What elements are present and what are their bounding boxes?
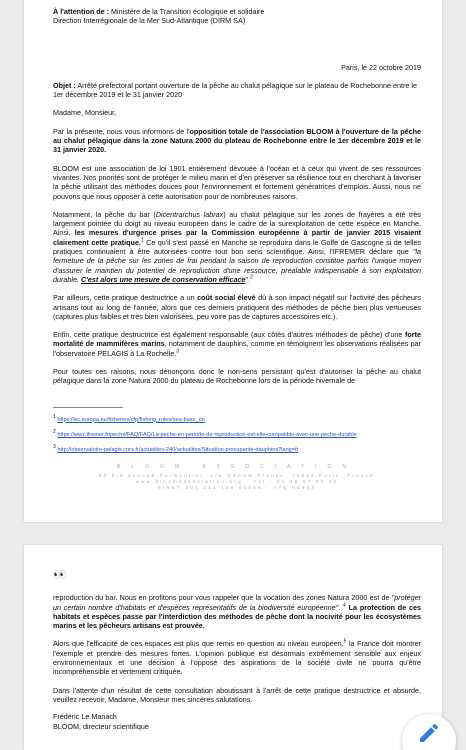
signature-block	[53, 712, 421, 731]
footnote-divider	[53, 407, 123, 408]
eyes-icon: 👀	[53, 569, 67, 581]
paragraph-france-example: Alors que l'efficacité de ces espaces est plus que remis en question au niveau européen,$^5$ la France doit montrer l'exemple et prendre des mesures fortes. L'opinion publique est désormais extrêmement sensible aux enjeux environnementaux et une décision à l'opposé des aspirations de la société civile ne pourra qu'être incompréhensible et vertement critiquée.	[53, 639, 421, 677]
letterhead-footer	[53, 464, 421, 492]
paragraph-marine-mammals: Enfin, cette pratique destructrice est également responsable (aux côtés d'autres méthodes de pêche) d'une forte mortalité de mammifères marins, notamment de dauphins, comme en témoignent les observations réalisées par l'observatoire PELAGIS à La Rochelle.$^3$	[53, 330, 421, 358]
footnote-link-3[interactable]: http://observatoire-pelagis.cnrs.fr/actualites-240/actualites/Situation-procupante-dauphins?lang=fr	[57, 447, 299, 454]
footer-address: 62 bis avenue Parmentier, c/o OXFAM France, 75011 Paris, France	[99, 472, 375, 478]
letter-subject: Objet : Arrêté préfectoral portant ouverture de la pêche au chalut pélagique sur le plateau de Rochebonne entre le 1er décembre 2019 et le 31 janvier 2020	[53, 80, 418, 100]
footnote-ref-1[interactable]: 1	[140, 237, 144, 244]
recipient-line-2: Direction Interrégionale de la Mer Sud-Atlantique (DIRM SA)	[53, 16, 246, 26]
letter-date: Paris, le 22 octobre 2019	[341, 62, 421, 72]
footer-contact: www.bloomassociation.org · Tél : 01 48 07 50 34	[135, 479, 339, 485]
letter-page-1	[24, 0, 442, 522]
paragraph-opposition: Par la présente, nous vous informons de l'opposition totale de l'association BLOOM à l'ouverture de la pêche au chalut pélagique dans la zone Natura 2000 du plateau de Rochebonne entre le 1er décembre 2019 et le 31 janvier 2020.	[53, 126, 421, 155]
paragraph-bloom-presentation: BLOOM est une association de loi 1901 entièrement dévouée à l'océan et à ceux qui vivent de ses ressources vivantes. Nos priorités sont de protéger le milieu marin et d'en préserver sa résilience tout en cherchant à favoriser la pêche utilisant des méthodes douces pour l'environnement et fortement génératrices d'emplois. Aussi, nous ne pouvons que nous opposer à cette autorisation pour de nombreuses raisons.	[53, 163, 421, 201]
recipient-line-1: À l'attention de : Ministère de la Transition écologique et solidaire	[53, 7, 265, 16]
paragraph-natura-2000: reproduction du bar. Nous en profitons pour vous rappeler que la vocation des zones Natura 2000 est de "protéger un certain nombre d'habitats et d'espèces représentatifs de la biodiversité européenne". $^4$ La protection de ces habitats et espèces passe par l'interdiction des méthodes de pêche dont la nocivité pour les écosystèmes marins et les pêcheurs artisans est prouvée.	[53, 593, 422, 631]
paragraph-social-cost: Par ailleurs, cette pratique destructrice a un coût social élevé dû à son impact négatif sur l'activité des pêcheurs artisans tout au long de l'année, alors que ces derniers pratiquent des méthodes de pêche bien plus vertueuses (captures plus faibles et très bien valorisées, peu voire pas de captures accessoires etc.).	[53, 293, 421, 321]
footnote-link-1[interactable]: https://ec.europa.eu/fisheries/cfp/fishing_rules/sea-bass_en	[57, 416, 205, 423]
paragraph-conclusion: Pour toutes ces raisons, nous dénonçons donc le non-sens persistant qu'est d'autoriser la pêche au chalut pélagique dans la zone Natura 2000 du plateau de Rochebonne lors de la période hivernale de	[53, 367, 421, 386]
footnote-ref-4[interactable]: 4	[343, 602, 346, 609]
signer-title: BLOOM, directeur scientifique	[53, 721, 149, 731]
letter-page-2	[24, 545, 442, 750]
footnote-link-2[interactable]: https://wwz.ifremer.fr/peche/FAQ/FAQ/La-peche-en-periode-de-reproduction-est-elle-compatible-avec-une-peche-durable	[57, 431, 357, 438]
footnote-1: $^1$ https://ec.europa.eu/fisheries/cfp/fishing_rules/sea-bass_en	[53, 413, 205, 423]
footer-siret: SIRET 501 441 124 00044 · APE 9499Z	[157, 485, 317, 491]
salutation: Madame, Monsieur,	[53, 108, 117, 118]
footnote-2: $^2$ https://wwz.ifremer.fr/peche/FAQ/FAQ/La-peche-en-periode-de-reproduction-est-elle-compatible-avec-une-peche-durable	[53, 428, 357, 438]
paragraph-sea-bass: Notamment, la pêche du bar (Dicentrarchus labrax) au chalut pélagique sur les zones de frayères a été très largement pointée du doigt au niveau européen dans le cadre de la surexploitation de cette espèce en Manche. Ainsi, les mesures d'urgence prises par la Commission européenne à partir de janvier 2015 visaient clairement cette pratique.$^1$ Ce qu'il s'est passé en Manche se reproduira dans le Golfe de Gascogne si de telles pratiques continuaient à être autorisées contre tout bon sens scientifique. Ainsi, l'IFREMER déclare que "la fermeture de la pêche sur les zones de frai pendant la saison de reproduction constitue parfois l'unique moyen d'assurer le maintien du potentiel de reproduction d'une ressource, préalable indispensable à son exploitation durable. C'est alors une mesure de conservation efficace".$^2$	[53, 209, 421, 284]
footnote-ref-3[interactable]: 3	[176, 348, 180, 355]
signer-name: Frédéric Le Manach	[53, 712, 117, 722]
footer-org: BLOOM ASSOCIATION	[117, 464, 357, 471]
footnote-3: $^3$ http://observatoire-pelagis.cnrs.fr/actualites-240/actualites/Situation-procupante-dauphins?lang=fr	[53, 444, 299, 454]
footnote-ref-2[interactable]: 2	[250, 274, 253, 281]
footnote-ref-5[interactable]: 5	[343, 639, 347, 646]
pencil-icon	[417, 721, 441, 745]
paragraph-closing: Dans l'attente d'un résultat de cette consultation aboutissant à l'arrêt de cette pratique destructrice et absurde, veuillez recevoir, Madame, Monsieur mes sincères salutations.	[53, 685, 421, 704]
